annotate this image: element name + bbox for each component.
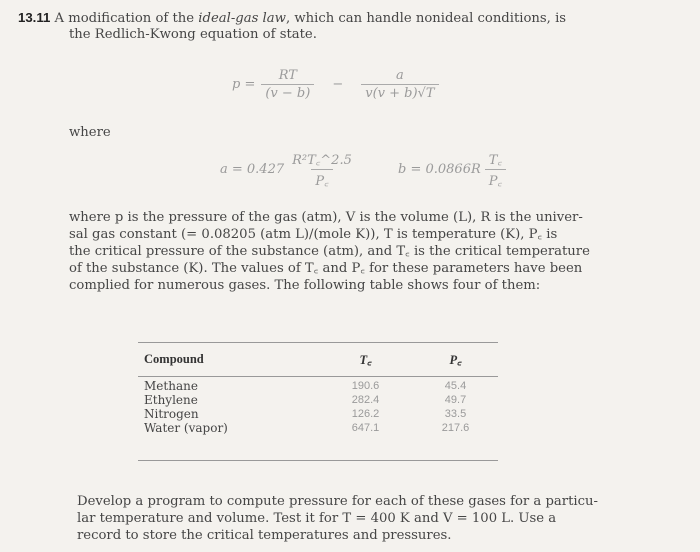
cell-tc: 282.4 xyxy=(351,394,380,406)
table-row xyxy=(138,379,498,393)
eq-term1-denominator: (v − b) xyxy=(261,84,314,101)
rk-equation xyxy=(232,68,439,101)
task-paragraph xyxy=(77,493,637,544)
cell-compound: Methane xyxy=(144,379,198,393)
cell-tc: 126.2 xyxy=(351,408,380,420)
param-a-lhs: a = 0.427 xyxy=(220,162,285,177)
task-line: lar temperature and volume. Test it for T = 400 K and V = 100 L. Use a xyxy=(77,511,557,526)
problem-line1-pre: A modification of the xyxy=(54,11,199,26)
table-row xyxy=(138,407,498,421)
table-row xyxy=(138,393,498,407)
cell-pc: 33.5 xyxy=(444,408,467,420)
cell-pc: 49.7 xyxy=(444,394,467,406)
param-a-denominator: P꜀ xyxy=(311,169,332,189)
param-b-formula xyxy=(398,150,506,189)
problem-line1-post: , which can handle nonideal conditions, is xyxy=(285,11,567,26)
cell-tc: 190.6 xyxy=(351,380,380,392)
eq-lhs: p = xyxy=(232,77,256,92)
eq-minus: − xyxy=(332,77,344,92)
param-b-fraction xyxy=(485,150,506,189)
eq-term1 xyxy=(261,68,314,101)
table-bottom-rule xyxy=(138,460,498,461)
description-line: complied for numerous gases. The following table shows four of them: xyxy=(69,278,541,293)
task-line: Develop a program to compute pressure for each of these gases for a particu- xyxy=(77,494,598,509)
cell-compound: Nitrogen xyxy=(144,407,199,421)
cell-pc: 45.4 xyxy=(444,380,467,392)
description-line: the critical pressure of the substance (atm), and T꜀ is the critical temperature xyxy=(69,244,590,259)
param-a-fraction xyxy=(288,150,356,189)
eq-term2-denominator: v(v + b)√T xyxy=(361,84,438,101)
param-b-lhs: b = 0.0866R xyxy=(398,162,481,177)
task-line: record to store the critical temperatures and pressures. xyxy=(77,528,452,543)
param-a-numerator: R²T꜀^2.5 xyxy=(292,153,352,168)
problem-line2: the Redlich-Kwong equation of state. xyxy=(69,27,317,42)
param-b-denominator: P꜀ xyxy=(485,169,506,189)
header-pc: P꜀ xyxy=(449,353,462,367)
param-a-formula xyxy=(220,150,356,189)
header-tc: T꜀ xyxy=(359,353,372,367)
where-label: where xyxy=(69,125,111,140)
problem-number: 13.11 xyxy=(18,10,51,25)
cell-tc: 647.1 xyxy=(351,422,380,434)
description-paragraph xyxy=(69,209,629,294)
eq-term2 xyxy=(361,68,438,101)
cell-pc: 217.6 xyxy=(441,422,470,434)
header-compound: Compound xyxy=(144,352,204,366)
eq-term2-numerator: a xyxy=(395,68,404,83)
problem-line1-emphasis: ideal-gas law xyxy=(198,11,286,26)
cell-compound: Ethylene xyxy=(144,393,198,407)
problem-statement xyxy=(18,9,566,27)
description-line: of the substance (K). The values of T꜀ and P꜀ for these parameters have been xyxy=(69,261,583,276)
table-header-row xyxy=(138,351,498,371)
table-row xyxy=(138,421,498,435)
description-line: sal gas constant (= 0.08205 (atm L)/(mole K)), T is temperature (K), P꜀ is xyxy=(69,227,558,242)
cell-compound: Water (vapor) xyxy=(144,421,228,435)
table-top-rule xyxy=(138,342,498,343)
table xyxy=(138,351,498,435)
eq-term1-numerator: RT xyxy=(278,68,297,83)
description-line: where p is the pressure of the gas (atm), V is the volume (L), R is the univer- xyxy=(69,210,583,225)
param-b-numerator: T꜀ xyxy=(488,153,502,168)
